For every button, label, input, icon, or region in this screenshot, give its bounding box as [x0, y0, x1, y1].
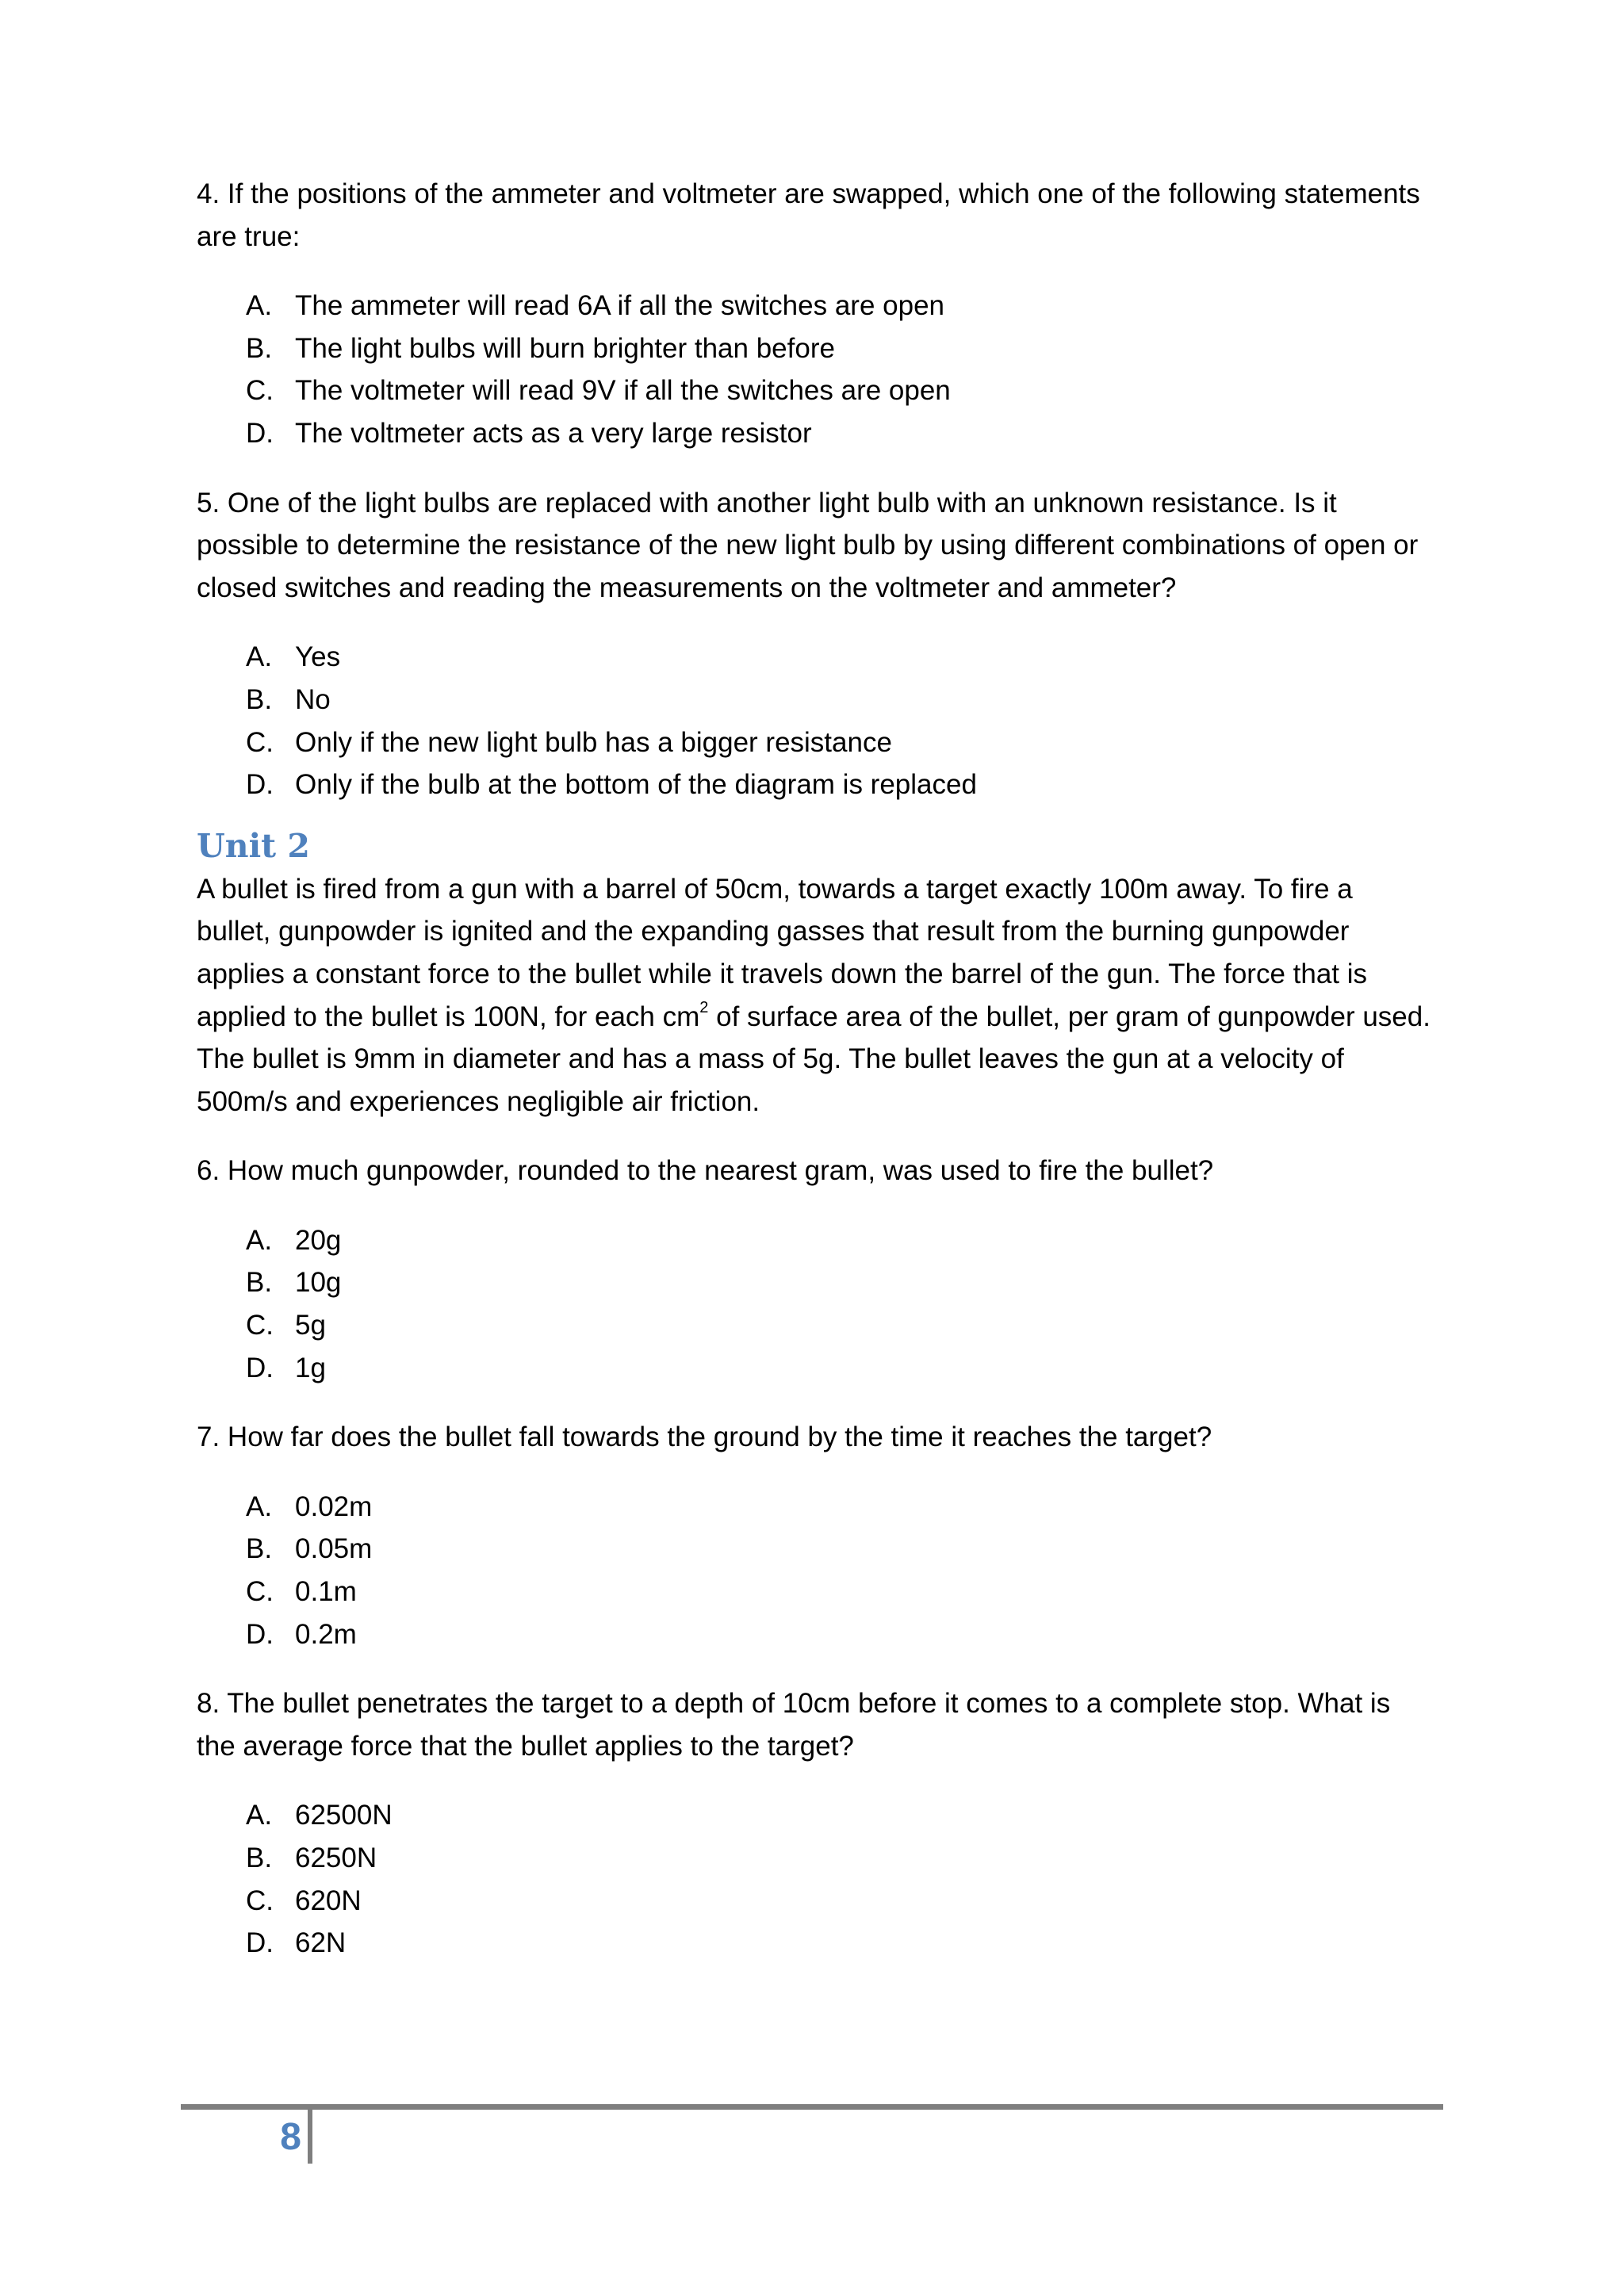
option-text: 1g: [295, 1352, 326, 1383]
document-page: [197, 173, 1434, 1992]
option-item: [197, 1571, 1434, 1613]
question-5-options: [197, 636, 1434, 806]
question-4-options: [197, 285, 1434, 454]
unit-2-intro-part-2: of surface area of the bullet, per gram of gunpowder used. The bullet is 9mm in diameter and has a mass of 5g. The bullet leaves the gun at a velocity of 500m/s and experiences negligible air friction.: [197, 1001, 1431, 1117]
option-text: 20g: [295, 1224, 342, 1256]
superscript-2: 2: [699, 998, 709, 1016]
option-item: [197, 1486, 1434, 1529]
question-7-text: 7. How far does the bullet fall towards the ground by the time it reaches the target?: [197, 1422, 1212, 1453]
unit-2-section: [197, 824, 1434, 1123]
option-item: [197, 721, 1434, 764]
option-letter: C.: [246, 1310, 274, 1341]
option-item: [197, 369, 1434, 412]
option-item: [197, 1304, 1434, 1347]
question-4: [197, 173, 1434, 455]
option-letter: B.: [246, 683, 273, 715]
option-letter: D.: [246, 417, 274, 449]
question-6: [197, 1150, 1434, 1389]
option-text: The voltmeter will read 9V if all the switches are open: [295, 375, 951, 407]
option-text: 62N: [295, 1927, 347, 1959]
option-item: [197, 1219, 1434, 1262]
option-letter: C.: [246, 726, 274, 758]
option-item: [197, 1922, 1434, 1965]
option-text: Yes: [295, 641, 341, 673]
option-letter: B.: [246, 1533, 273, 1565]
option-letter: A.: [246, 1490, 273, 1522]
option-text: 6250N: [295, 1843, 377, 1873]
option-item: [197, 636, 1434, 679]
option-item: [197, 679, 1434, 721]
option-text: The ammeter will read 6A if all the switches are open: [295, 290, 944, 322]
option-text: 62500N: [295, 1800, 393, 1831]
option-item: [197, 285, 1434, 327]
option-letter: C.: [246, 1576, 274, 1608]
option-letter: D.: [246, 1618, 274, 1650]
option-letter: A.: [246, 641, 273, 673]
question-4-text: 4. If the positions of the ammeter and voltmeter are swapped, which one of the following statements are true:: [197, 178, 1420, 252]
option-letter: B.: [246, 1267, 273, 1299]
unit-title: Unit 2: [197, 826, 310, 865]
option-letter: C.: [246, 375, 274, 407]
question-6-options: [197, 1219, 1434, 1389]
option-text: 5g: [295, 1310, 326, 1341]
option-text: 0.02m: [295, 1490, 373, 1522]
option-item: [197, 763, 1434, 806]
option-letter: A.: [246, 1224, 273, 1256]
option-text: No: [295, 683, 331, 715]
option-letter: C.: [246, 1885, 274, 1916]
option-text: The voltmeter acts as a very large resistor: [295, 417, 812, 449]
option-item: [197, 1261, 1434, 1304]
option-item: [197, 1837, 1434, 1880]
footer-divider: [308, 2110, 312, 2164]
option-text: 620N: [295, 1885, 362, 1916]
option-letter: D.: [246, 1352, 274, 1383]
option-item: [197, 1528, 1434, 1571]
option-item: [197, 1880, 1434, 1923]
footer-rule: [181, 2104, 1443, 2110]
question-7-options: [197, 1486, 1434, 1655]
option-letter: B.: [246, 1843, 273, 1873]
option-text: Only if the new light bulb has a bigger resistance: [295, 726, 892, 758]
unit-2-intro-part-1: A bullet is fired from a gun with a barrel of 50cm, towards a target exactly 100m away. To fire a bullet, gunpowder is ignited and the expanding gasses that result from the burning gunpowder applies a constant force to the bullet while it travels down the barrel of the gun. The force that is applied to the bullet is 100N, for each cm: [197, 873, 1368, 1032]
option-text: 0.1m: [295, 1576, 357, 1608]
option-letter: D.: [246, 769, 274, 801]
question-7: [197, 1416, 1434, 1655]
option-item: [197, 1794, 1434, 1837]
option-text: Only if the bulb at the bottom of the diagram is replaced: [295, 769, 977, 801]
page-number: 8: [280, 2116, 301, 2158]
question-5-text: 5. One of the light bulbs are replaced with another light bulb with an unknown resistance. Is it possible to determine the resistance of the new light bulb by using different combinations of open or closed switches and reading the measurements on the voltmeter and ammeter?: [197, 487, 1419, 603]
option-text: 10g: [295, 1267, 342, 1299]
question-5: [197, 482, 1434, 806]
question-8-text: 8. The bullet penetrates the target to a depth of 10cm before it comes to a complete stop. What is the average force that the bullet applies to the target?: [197, 1688, 1391, 1762]
option-letter: A.: [246, 290, 273, 322]
option-text: 0.2m: [295, 1618, 357, 1650]
option-letter: A.: [246, 1800, 273, 1831]
option-letter: B.: [246, 332, 273, 364]
option-letter: D.: [246, 1927, 274, 1959]
question-6-text: 6. How much gunpowder, rounded to the nearest gram, was used to fire the bullet?: [197, 1155, 1214, 1187]
option-text: 0.05m: [295, 1533, 373, 1565]
option-item: [197, 1347, 1434, 1390]
option-text: The light bulbs will burn brighter than before: [295, 332, 835, 364]
option-item: [197, 1613, 1434, 1656]
question-8-options: [197, 1794, 1434, 1964]
question-8: [197, 1682, 1434, 1965]
option-item: [197, 327, 1434, 370]
option-item: [197, 412, 1434, 455]
unit-2-intro: [197, 868, 1434, 1123]
